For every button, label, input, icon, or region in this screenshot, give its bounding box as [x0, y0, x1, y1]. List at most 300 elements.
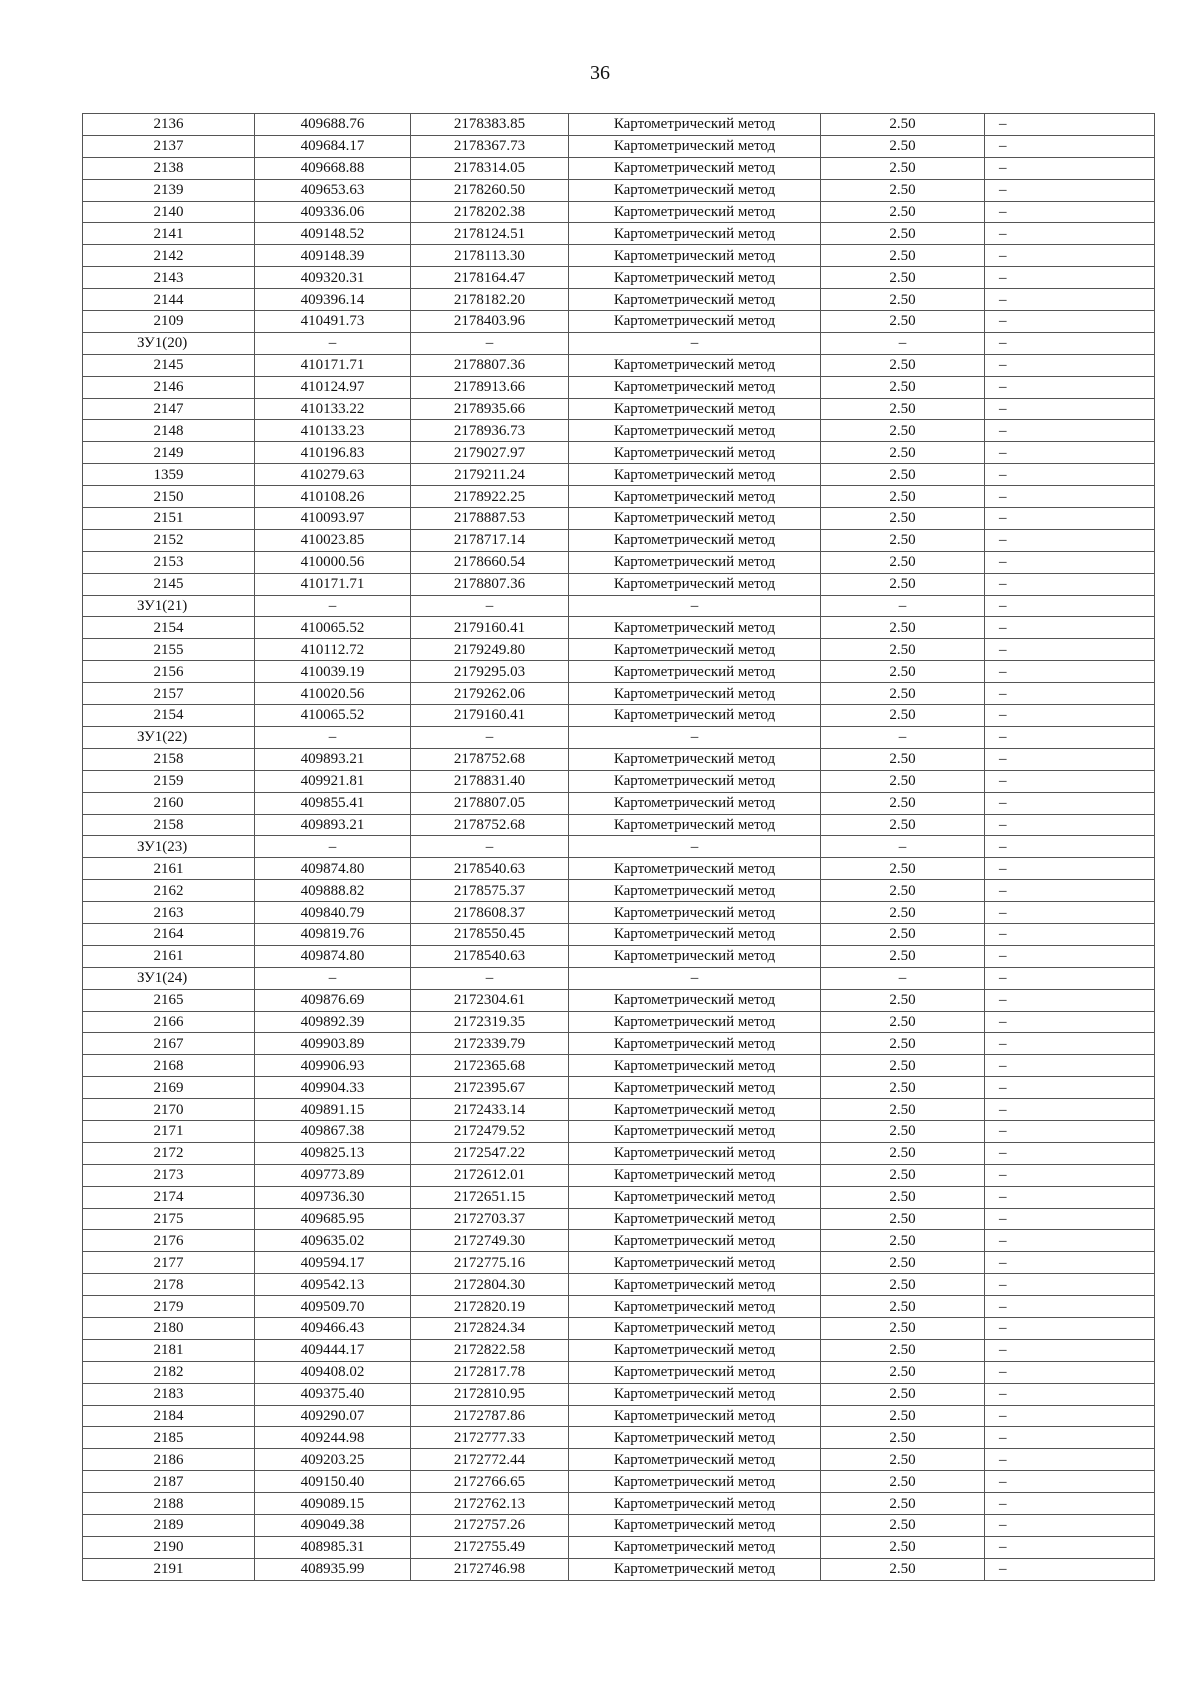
table-row — [83, 792, 1155, 814]
point-id-cell: 2158 — [83, 748, 255, 770]
point-id-cell: 2157 — [83, 683, 255, 705]
x-coordinate-cell: 408935.99 — [255, 1558, 411, 1580]
y-coordinate-cell: 2172822.58 — [411, 1339, 569, 1361]
x-coordinate-cell: 409684.17 — [255, 135, 411, 157]
y-coordinate-cell: 2178935.66 — [411, 398, 569, 420]
y-coordinate-cell: 2178913.66 — [411, 376, 569, 398]
y-coordinate-cell: 2172810.95 — [411, 1383, 569, 1405]
accuracy-cell: 2.50 — [821, 923, 985, 945]
y-coordinate-cell: 2172339.79 — [411, 1033, 569, 1055]
table-row — [83, 179, 1155, 201]
parcel-header-row — [83, 726, 1155, 748]
x-coordinate-cell: 410171.71 — [255, 573, 411, 595]
point-id-cell: 2138 — [83, 157, 255, 179]
x-coordinate-cell: 409049.38 — [255, 1515, 411, 1537]
x-coordinate-cell: 409736.30 — [255, 1186, 411, 1208]
table-row — [83, 1033, 1155, 1055]
y-coordinate-cell: 2178717.14 — [411, 529, 569, 551]
x-coordinate-cell: – — [255, 332, 411, 354]
point-id-cell: ЗУ1(22) — [83, 726, 255, 748]
point-id-cell: 2141 — [83, 223, 255, 245]
point-id-cell: 2171 — [83, 1120, 255, 1142]
accuracy-cell: 2.50 — [821, 792, 985, 814]
description-cell: – — [985, 332, 1155, 354]
accuracy-cell: 2.50 — [821, 1339, 985, 1361]
table-row — [83, 157, 1155, 179]
accuracy-cell: 2.50 — [821, 289, 985, 311]
method-cell: Картометрический метод — [569, 245, 821, 267]
description-cell: – — [985, 1274, 1155, 1296]
table-row — [83, 1011, 1155, 1033]
x-coordinate-cell: 410171.71 — [255, 354, 411, 376]
method-cell: – — [569, 726, 821, 748]
description-cell: – — [985, 376, 1155, 398]
table-row — [83, 1230, 1155, 1252]
description-cell: – — [985, 1427, 1155, 1449]
description-cell: – — [985, 508, 1155, 530]
point-id-cell: 2148 — [83, 420, 255, 442]
y-coordinate-cell: 2172775.16 — [411, 1252, 569, 1274]
method-cell: Картометрический метод — [569, 1339, 821, 1361]
y-coordinate-cell: – — [411, 332, 569, 354]
table-row — [83, 1317, 1155, 1339]
table-row — [83, 1186, 1155, 1208]
table-row — [83, 1515, 1155, 1537]
point-id-cell: 2139 — [83, 179, 255, 201]
y-coordinate-cell: 2172612.01 — [411, 1164, 569, 1186]
table-row — [83, 1120, 1155, 1142]
accuracy-cell: 2.50 — [821, 1011, 985, 1033]
x-coordinate-cell: 409867.38 — [255, 1120, 411, 1142]
x-coordinate-cell: 409244.98 — [255, 1427, 411, 1449]
y-coordinate-cell: 2172777.33 — [411, 1427, 569, 1449]
accuracy-cell: 2.50 — [821, 1317, 985, 1339]
accuracy-cell: 2.50 — [821, 508, 985, 530]
description-cell: – — [985, 1405, 1155, 1427]
x-coordinate-cell: – — [255, 967, 411, 989]
x-coordinate-cell: 409148.39 — [255, 245, 411, 267]
y-coordinate-cell: 2178182.20 — [411, 289, 569, 311]
accuracy-cell: 2.50 — [821, 442, 985, 464]
description-cell: – — [985, 179, 1155, 201]
y-coordinate-cell: 2179249.80 — [411, 639, 569, 661]
table-row — [83, 1427, 1155, 1449]
accuracy-cell: 2.50 — [821, 1449, 985, 1471]
method-cell: Картометрический метод — [569, 858, 821, 880]
method-cell: Картометрический метод — [569, 529, 821, 551]
y-coordinate-cell: – — [411, 595, 569, 617]
accuracy-cell: 2.50 — [821, 1471, 985, 1493]
point-id-cell: 2188 — [83, 1493, 255, 1515]
x-coordinate-cell: 410065.52 — [255, 705, 411, 727]
table-row — [83, 398, 1155, 420]
accuracy-cell: 2.50 — [821, 880, 985, 902]
table-row — [83, 464, 1155, 486]
y-coordinate-cell: 2178831.40 — [411, 770, 569, 792]
table-row — [83, 529, 1155, 551]
method-cell: Картометрический метод — [569, 398, 821, 420]
accuracy-cell: 2.50 — [821, 1230, 985, 1252]
y-coordinate-cell: 2178540.63 — [411, 858, 569, 880]
table-row — [83, 639, 1155, 661]
table-row — [83, 267, 1155, 289]
point-id-cell: 2187 — [83, 1471, 255, 1493]
table-row — [83, 1077, 1155, 1099]
description-cell: – — [985, 705, 1155, 727]
x-coordinate-cell: 410093.97 — [255, 508, 411, 530]
accuracy-cell: 2.50 — [821, 617, 985, 639]
accuracy-cell: 2.50 — [821, 1493, 985, 1515]
x-coordinate-cell: 410065.52 — [255, 617, 411, 639]
y-coordinate-cell: 2172749.30 — [411, 1230, 569, 1252]
accuracy-cell: – — [821, 967, 985, 989]
description-cell: – — [985, 748, 1155, 770]
method-cell: Картометрический метод — [569, 748, 821, 770]
accuracy-cell: – — [821, 726, 985, 748]
table-row — [83, 661, 1155, 683]
point-id-cell: 2166 — [83, 1011, 255, 1033]
description-cell: – — [985, 639, 1155, 661]
table-row — [83, 945, 1155, 967]
description-cell: – — [985, 135, 1155, 157]
accuracy-cell: – — [821, 836, 985, 858]
x-coordinate-cell: 409874.80 — [255, 945, 411, 967]
x-coordinate-cell: 410279.63 — [255, 464, 411, 486]
method-cell: Картометрический метод — [569, 1296, 821, 1318]
x-coordinate-cell: 409635.02 — [255, 1230, 411, 1252]
description-cell: – — [985, 595, 1155, 617]
table-row — [83, 201, 1155, 223]
y-coordinate-cell: 2178540.63 — [411, 945, 569, 967]
accuracy-cell: 2.50 — [821, 1077, 985, 1099]
description-cell: – — [985, 1252, 1155, 1274]
table-row — [83, 1252, 1155, 1274]
method-cell: – — [569, 836, 821, 858]
method-cell: Картометрический метод — [569, 1142, 821, 1164]
y-coordinate-cell: 2178807.36 — [411, 354, 569, 376]
y-coordinate-cell: 2172703.37 — [411, 1208, 569, 1230]
table-row — [83, 289, 1155, 311]
table-row — [83, 1208, 1155, 1230]
point-id-cell: 2163 — [83, 902, 255, 924]
point-id-cell: 2169 — [83, 1077, 255, 1099]
table-row — [83, 486, 1155, 508]
table-row — [83, 1296, 1155, 1318]
point-id-cell: 2165 — [83, 989, 255, 1011]
description-cell: – — [985, 1099, 1155, 1121]
method-cell: Картометрический метод — [569, 354, 821, 376]
accuracy-cell: 2.50 — [821, 705, 985, 727]
table-row — [83, 1471, 1155, 1493]
y-coordinate-cell: 2172762.13 — [411, 1493, 569, 1515]
y-coordinate-cell: 2172479.52 — [411, 1120, 569, 1142]
x-coordinate-cell: 410020.56 — [255, 683, 411, 705]
method-cell: Картометрический метод — [569, 880, 821, 902]
method-cell: Картометрический метод — [569, 267, 821, 289]
y-coordinate-cell: – — [411, 836, 569, 858]
x-coordinate-cell: – — [255, 595, 411, 617]
point-id-cell: 2158 — [83, 814, 255, 836]
method-cell: Картометрический метод — [569, 1471, 821, 1493]
y-coordinate-cell: 2172365.68 — [411, 1055, 569, 1077]
x-coordinate-cell: 410124.97 — [255, 376, 411, 398]
y-coordinate-cell: 2178113.30 — [411, 245, 569, 267]
x-coordinate-cell: 409509.70 — [255, 1296, 411, 1318]
description-cell: – — [985, 1361, 1155, 1383]
x-coordinate-cell: 409375.40 — [255, 1383, 411, 1405]
x-coordinate-cell: 409320.31 — [255, 267, 411, 289]
point-id-cell: 2154 — [83, 617, 255, 639]
x-coordinate-cell: 409668.88 — [255, 157, 411, 179]
x-coordinate-cell: 410491.73 — [255, 311, 411, 333]
point-id-cell: 2151 — [83, 508, 255, 530]
point-id-cell: 2172 — [83, 1142, 255, 1164]
x-coordinate-cell: 409688.76 — [255, 114, 411, 136]
description-cell: – — [985, 1230, 1155, 1252]
accuracy-cell: 2.50 — [821, 748, 985, 770]
description-cell: – — [985, 311, 1155, 333]
method-cell: Картометрический метод — [569, 770, 821, 792]
y-coordinate-cell: 2172757.26 — [411, 1515, 569, 1537]
x-coordinate-cell: 409874.80 — [255, 858, 411, 880]
method-cell: Картометрический метод — [569, 1120, 821, 1142]
accuracy-cell: 2.50 — [821, 157, 985, 179]
method-cell: Картометрический метод — [569, 289, 821, 311]
method-cell: Картометрический метод — [569, 223, 821, 245]
method-cell: Картометрический метод — [569, 1449, 821, 1471]
point-id-cell: 2161 — [83, 945, 255, 967]
table-row — [83, 1164, 1155, 1186]
accuracy-cell: 2.50 — [821, 114, 985, 136]
y-coordinate-cell: 2178752.68 — [411, 748, 569, 770]
method-cell: Картометрический метод — [569, 902, 821, 924]
method-cell: Картометрический метод — [569, 1405, 821, 1427]
y-coordinate-cell: 2179211.24 — [411, 464, 569, 486]
accuracy-cell: 2.50 — [821, 770, 985, 792]
y-coordinate-cell: 2172304.61 — [411, 989, 569, 1011]
table-row — [83, 814, 1155, 836]
description-cell: – — [985, 836, 1155, 858]
table-row — [83, 223, 1155, 245]
y-coordinate-cell: 2172772.44 — [411, 1449, 569, 1471]
point-id-cell: 2177 — [83, 1252, 255, 1274]
point-id-cell: 2173 — [83, 1164, 255, 1186]
description-cell: – — [985, 114, 1155, 136]
x-coordinate-cell: 409888.82 — [255, 880, 411, 902]
point-id-cell: 2178 — [83, 1274, 255, 1296]
y-coordinate-cell: 2172804.30 — [411, 1274, 569, 1296]
accuracy-cell: 2.50 — [821, 223, 985, 245]
table-row — [83, 1099, 1155, 1121]
description-cell: – — [985, 902, 1155, 924]
method-cell: Картометрический метод — [569, 1252, 821, 1274]
description-cell: – — [985, 1449, 1155, 1471]
accuracy-cell: 2.50 — [821, 376, 985, 398]
y-coordinate-cell: 2172820.19 — [411, 1296, 569, 1318]
method-cell: Картометрический метод — [569, 1208, 821, 1230]
description-cell: – — [985, 1558, 1155, 1580]
table-row — [83, 1449, 1155, 1471]
point-id-cell: 2164 — [83, 923, 255, 945]
method-cell: Картометрический метод — [569, 814, 821, 836]
accuracy-cell: 2.50 — [821, 661, 985, 683]
table-row — [83, 1274, 1155, 1296]
x-coordinate-cell: 409891.15 — [255, 1099, 411, 1121]
table-row — [83, 442, 1155, 464]
point-id-cell: 2149 — [83, 442, 255, 464]
x-coordinate-cell: 409819.76 — [255, 923, 411, 945]
y-coordinate-cell: 2172319.35 — [411, 1011, 569, 1033]
x-coordinate-cell: 409408.02 — [255, 1361, 411, 1383]
y-coordinate-cell: 2172395.67 — [411, 1077, 569, 1099]
table-row — [83, 1383, 1155, 1405]
method-cell: Картометрический метод — [569, 1230, 821, 1252]
description-cell: – — [985, 923, 1155, 945]
accuracy-cell: 2.50 — [821, 179, 985, 201]
x-coordinate-cell: 409893.21 — [255, 814, 411, 836]
accuracy-cell: 2.50 — [821, 1164, 985, 1186]
x-coordinate-cell: 409290.07 — [255, 1405, 411, 1427]
accuracy-cell: – — [821, 332, 985, 354]
x-coordinate-cell: 409396.14 — [255, 289, 411, 311]
method-cell: Картометрический метод — [569, 945, 821, 967]
y-coordinate-cell: 2172433.14 — [411, 1099, 569, 1121]
accuracy-cell: 2.50 — [821, 420, 985, 442]
parcel-header-row — [83, 595, 1155, 617]
point-id-cell: 2168 — [83, 1055, 255, 1077]
method-cell: Картометрический метод — [569, 1493, 821, 1515]
point-id-cell: 2191 — [83, 1558, 255, 1580]
x-coordinate-cell: 409685.95 — [255, 1208, 411, 1230]
x-coordinate-cell: – — [255, 836, 411, 858]
method-cell: Картометрический метод — [569, 114, 821, 136]
description-cell: – — [985, 289, 1155, 311]
accuracy-cell: 2.50 — [821, 683, 985, 705]
y-coordinate-cell: 2172824.34 — [411, 1317, 569, 1339]
method-cell: Картометрический метод — [569, 508, 821, 530]
accuracy-cell: 2.50 — [821, 573, 985, 595]
parcel-header-row — [83, 332, 1155, 354]
description-cell: – — [985, 398, 1155, 420]
method-cell: Картометрический метод — [569, 1536, 821, 1558]
description-cell: – — [985, 617, 1155, 639]
accuracy-cell: 2.50 — [821, 529, 985, 551]
point-id-cell: 1359 — [83, 464, 255, 486]
accuracy-cell: 2.50 — [821, 1099, 985, 1121]
point-id-cell: 2167 — [83, 1033, 255, 1055]
method-cell: Картометрический метод — [569, 1186, 821, 1208]
table-row — [83, 508, 1155, 530]
method-cell: Картометрический метод — [569, 1033, 821, 1055]
accuracy-cell: 2.50 — [821, 814, 985, 836]
description-cell: – — [985, 551, 1155, 573]
x-coordinate-cell: 409876.69 — [255, 989, 411, 1011]
y-coordinate-cell: 2178575.37 — [411, 880, 569, 902]
description-cell: – — [985, 1493, 1155, 1515]
accuracy-cell: 2.50 — [821, 1558, 985, 1580]
accuracy-cell: 2.50 — [821, 945, 985, 967]
accuracy-cell: 2.50 — [821, 486, 985, 508]
point-id-cell: 2137 — [83, 135, 255, 157]
description-cell: – — [985, 245, 1155, 267]
table-row — [83, 245, 1155, 267]
method-cell: – — [569, 595, 821, 617]
table-row — [83, 1536, 1155, 1558]
accuracy-cell: 2.50 — [821, 1208, 985, 1230]
method-cell: Картометрический метод — [569, 573, 821, 595]
y-coordinate-cell: 2178314.05 — [411, 157, 569, 179]
x-coordinate-cell: 409336.06 — [255, 201, 411, 223]
table-row — [83, 311, 1155, 333]
accuracy-cell: 2.50 — [821, 989, 985, 1011]
description-cell: – — [985, 267, 1155, 289]
description-cell: – — [985, 1164, 1155, 1186]
description-cell: – — [985, 1120, 1155, 1142]
point-id-cell: 2142 — [83, 245, 255, 267]
y-coordinate-cell: 2179262.06 — [411, 683, 569, 705]
x-coordinate-cell: 409150.40 — [255, 1471, 411, 1493]
x-coordinate-cell: 409773.89 — [255, 1164, 411, 1186]
table-row — [83, 748, 1155, 770]
table-row — [83, 617, 1155, 639]
description-cell: – — [985, 814, 1155, 836]
table-row — [83, 354, 1155, 376]
method-cell: Картометрический метод — [569, 792, 821, 814]
table-row — [83, 1558, 1155, 1580]
x-coordinate-cell: 409089.15 — [255, 1493, 411, 1515]
description-cell: – — [985, 354, 1155, 376]
x-coordinate-cell: 409893.21 — [255, 748, 411, 770]
y-coordinate-cell: 2178550.45 — [411, 923, 569, 945]
method-cell: Картометрический метод — [569, 201, 821, 223]
page-number: 36 — [590, 62, 610, 84]
table-row — [83, 1405, 1155, 1427]
x-coordinate-cell: 410108.26 — [255, 486, 411, 508]
description-cell: – — [985, 945, 1155, 967]
point-id-cell: 2175 — [83, 1208, 255, 1230]
point-id-cell: 2184 — [83, 1405, 255, 1427]
x-coordinate-cell: 409653.63 — [255, 179, 411, 201]
point-id-cell: ЗУ1(23) — [83, 836, 255, 858]
method-cell: Картометрический метод — [569, 376, 821, 398]
table-row — [83, 135, 1155, 157]
accuracy-cell: 2.50 — [821, 1361, 985, 1383]
accuracy-cell: 2.50 — [821, 1142, 985, 1164]
y-coordinate-cell: 2178383.85 — [411, 114, 569, 136]
accuracy-cell: 2.50 — [821, 135, 985, 157]
y-coordinate-cell: 2178807.36 — [411, 573, 569, 595]
method-cell: Картометрический метод — [569, 420, 821, 442]
method-cell: Картометрический метод — [569, 923, 821, 945]
point-id-cell: 2155 — [83, 639, 255, 661]
point-id-cell: 2159 — [83, 770, 255, 792]
point-id-cell: 2136 — [83, 114, 255, 136]
table-row — [83, 1493, 1155, 1515]
y-coordinate-cell: 2178887.53 — [411, 508, 569, 530]
x-coordinate-cell: – — [255, 726, 411, 748]
y-coordinate-cell: 2179160.41 — [411, 705, 569, 727]
y-coordinate-cell: 2172755.49 — [411, 1536, 569, 1558]
accuracy-cell: 2.50 — [821, 1274, 985, 1296]
description-cell: – — [985, 1296, 1155, 1318]
method-cell: Картометрический метод — [569, 1055, 821, 1077]
method-cell: Картометрический метод — [569, 135, 821, 157]
x-coordinate-cell: 410196.83 — [255, 442, 411, 464]
accuracy-cell: 2.50 — [821, 858, 985, 880]
y-coordinate-cell: 2178403.96 — [411, 311, 569, 333]
description-cell: – — [985, 1515, 1155, 1537]
x-coordinate-cell: 410039.19 — [255, 661, 411, 683]
